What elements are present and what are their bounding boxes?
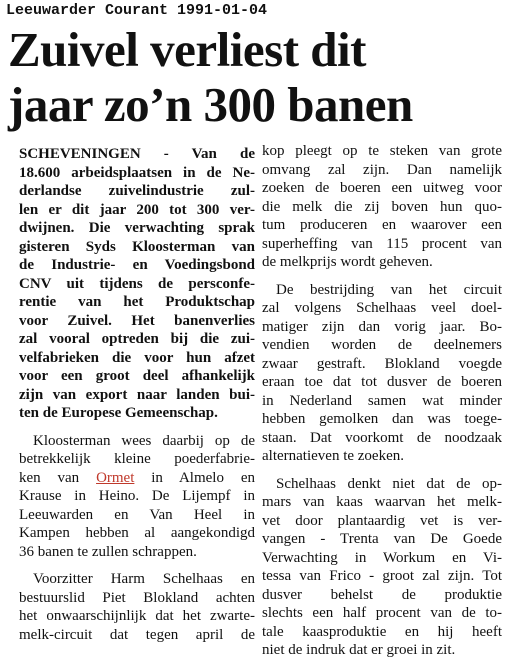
text-line: Voorzitter Harm Schelhaas en xyxy=(33,571,255,587)
text-fragment: in Almelo en xyxy=(151,469,255,486)
text-line: zal volgens Schelhaas veel doel- xyxy=(262,300,502,316)
text-line: rentie van het Produktschap xyxy=(19,294,255,310)
lead-paragraph xyxy=(19,145,255,423)
text-fragment: ken van xyxy=(19,469,80,486)
text-line: niet de indruk dat er groei in zit. xyxy=(262,642,456,658)
text-line: vet door plantaardig vet is ver- xyxy=(262,512,502,529)
highlighted-word: Ormet xyxy=(96,469,135,486)
text-line: velfabrieken die voor hun afzet xyxy=(19,349,255,366)
text-line: CNV uit tijdens de persconfe- xyxy=(19,275,255,292)
text-line: betrekkelijk kleine poederfabrie- xyxy=(19,451,255,467)
text-line: Verwachting in Workum en Vi- xyxy=(262,549,502,566)
text-line: het onwaarschijnlijk dat het zwarte- xyxy=(19,608,255,624)
text-line xyxy=(19,469,255,488)
right-paragraph-2 xyxy=(262,281,502,466)
text-line: alternatieven te zoeken. xyxy=(262,448,405,464)
text-line: 36 banen te zullen schrappen. xyxy=(19,543,197,560)
text-line: SCHEVENINGEN - Van de xyxy=(19,146,255,162)
headline xyxy=(8,22,413,132)
text-line: slechts een half procent van de to- xyxy=(262,605,502,621)
text-line: superheffing van 115 procent van xyxy=(262,235,502,252)
text-line: De bestrijding van het circuit xyxy=(276,281,502,298)
text-line: hebben gemolken dan was toege- xyxy=(262,411,502,427)
text-line: tale kaasproduktie en hij heeft xyxy=(262,623,502,640)
text-line: eraan toe dat tot dusver de boeren xyxy=(262,374,502,390)
headline-line-2: jaar zo’n 300 banen xyxy=(8,77,413,132)
text-line: derlandse zuivelindustrie zul- xyxy=(19,183,255,199)
text-line: Kampen hebben al aangekondigd xyxy=(19,525,255,541)
headline-line-1: Zuivel verliest dit xyxy=(8,22,366,77)
text-line: Kloosterman wees daarbij op de xyxy=(33,432,255,449)
text-line: voor Zuivel. Het banenverlies xyxy=(19,312,255,329)
text-line: de Industrie- en Voedingsbond xyxy=(19,257,255,273)
text-line: Leeuwarden en Van Heel in xyxy=(19,506,255,523)
text-line: zal vooral optreden bij die zui- xyxy=(19,331,255,347)
text-line: zwaar gestraft. Blokland voegde xyxy=(262,355,502,372)
newspaper-source: Leeuwarder Courant 1991-01-04 xyxy=(6,2,268,19)
left-column xyxy=(19,145,255,644)
body-paragraph-2 xyxy=(19,432,255,562)
text-line: vendien worden de deelnemers xyxy=(262,337,502,353)
text-line: voor een groot deel afhankelijk xyxy=(19,368,255,384)
body-paragraph-3 xyxy=(19,570,255,644)
text-line: 18.600 arbeidsplaatsen in de Ne- xyxy=(19,164,255,181)
text-line: dusver behelst de produktie xyxy=(262,586,502,603)
text-line: omvang zal zijn. Dan namelijk xyxy=(262,161,502,178)
text-line: tessa van Frico - groot zal zijn. Tot xyxy=(262,568,502,584)
text-line: melk-circuit dat tegen april de xyxy=(19,626,255,643)
right-paragraph-1 xyxy=(262,142,502,272)
text-line: zijn van export naar landen bui- xyxy=(19,386,255,403)
right-paragraph-3 xyxy=(262,475,502,660)
text-line: kop pleegt op te steken van grote xyxy=(262,143,502,159)
text-line: tum produceren en waarover een xyxy=(262,217,502,233)
text-line: die melk die zij boven hun quo- xyxy=(262,198,502,215)
text-line: len er dit jaar 200 tot 300 ver- xyxy=(19,201,255,218)
text-line: de melkprijs wordt geheven. xyxy=(262,254,433,270)
text-line: mars van kaas waarvan het melk- xyxy=(262,494,502,510)
text-line: staan. Dat voorkomt de noodzaak xyxy=(262,429,502,446)
text-line: dwijnen. Die verwachting sprak xyxy=(19,220,255,236)
text-line: bestuurslid Piet Blokland achten xyxy=(19,589,255,606)
text-line: Schelhaas denkt niet dat de op- xyxy=(276,475,502,492)
text-line: zoeken de boeren een uitweg voor xyxy=(262,180,502,196)
text-line: Krause in Heino. De Lijempf in xyxy=(19,488,255,504)
right-column xyxy=(262,142,502,660)
text-line: matiger zijn dan vorig jaar. Bo- xyxy=(262,318,502,335)
text-line: in Nederland samen wat minder xyxy=(262,392,502,409)
text-line: vangen - Trenta van De Goede xyxy=(262,531,502,547)
text-line: ten de Europese Gemeenschap. xyxy=(19,405,218,421)
text-line: gisteren Syds Kloosterman van xyxy=(19,238,255,255)
